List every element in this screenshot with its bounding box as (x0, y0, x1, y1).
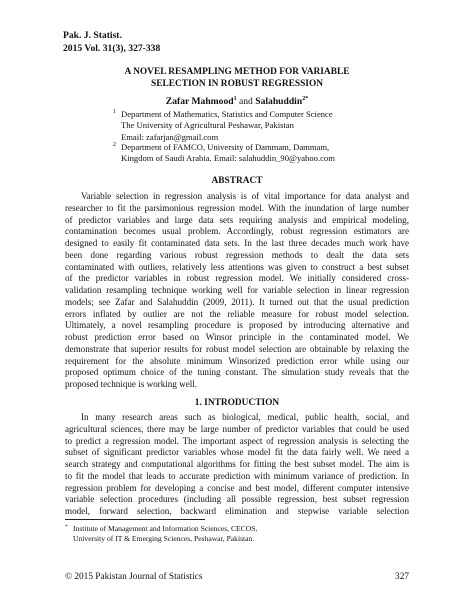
author-mark: 2* (302, 96, 309, 102)
affiliation-line: Kingdom of Saudi Arabia. Email: salahuddin_90@yahoo.com (121, 153, 335, 164)
affiliation-line: Email: zafarjan@gmail.com (121, 131, 219, 142)
abstract-line: models; see Zafar and Salahuddin (2009, 2011). It turned out that the usual prediction (65, 296, 409, 307)
introduction-line: model, forward selection, backward elimination and stepwise variable selection (65, 506, 409, 516)
abstract-line: errors inflated by outlier are not the reliable measure for robust model selection. (65, 308, 409, 319)
journal-header (63, 30, 160, 55)
introduction-line: subset of significant predictor variables whose model fit the data fairly well. We need a (65, 447, 409, 458)
introduction-line: agricultural sciences, there may be large number of predictor variables that could be used (65, 423, 409, 434)
abstract-line: of predictor variables and large data sets requiring analysis and empirical modeling, (65, 214, 409, 225)
abstract-line: requirement for the absolute minimum Winsorized prediction error while using our (65, 355, 409, 366)
affiliation-mark: 2 (113, 142, 116, 148)
copyright-text: © 2015 Pakistan Journal of Statistics (65, 572, 203, 582)
introduction-line: variable selection procedures (including all possible regression, best subset regression (65, 494, 409, 505)
affiliation-line: The University of Agricultural Peshawar, Pakistan (121, 120, 294, 131)
author-mark: 1 (233, 96, 237, 102)
journal-name: Pak. J. Statist. (63, 30, 122, 41)
affiliation-line: Department of FAMCO, University of Dammam, Dammam, (121, 142, 330, 152)
footnote (65, 524, 257, 544)
abstract-line: contamination becomes usual problem. Accordingly, robust regression estimators are (65, 226, 409, 237)
affiliation-mark: 1 (113, 109, 116, 115)
footnote-line: University of IT & Emerging Sciences, Peshawar, Pakistan. (73, 534, 255, 543)
introduction-line: to predict a regression model. The important aspect of regression analysis is selecting the (65, 435, 409, 446)
affiliation-2 (113, 142, 335, 165)
abstract-line: proposed technique is working well. (65, 379, 198, 389)
author-name: Zafar Mahmood (165, 96, 234, 108)
journal-issue: 2015 Vol. 31(3), 327-338 (63, 42, 161, 54)
introduction-body (65, 412, 409, 518)
abstract-line: proposed optimum choice of the tuning constant. The simulation study reveals that the (65, 367, 409, 378)
footnote-mark: * (65, 524, 68, 530)
abstract-line: been done regarding various robust regression methods to dealt the data sets (65, 249, 409, 260)
abstract-line: validation resampling technique working well for variable selection in linear regression (65, 285, 409, 295)
affiliation-1 (113, 109, 333, 143)
author-line (60, 96, 414, 107)
abstract-line: designed to easily fit contaminated data sets. In the last three decades much work have (65, 238, 409, 248)
introduction-line: search strategy and computational algorithms for fitting the best subset model. The aim is (65, 459, 409, 469)
abstract-body (65, 191, 409, 391)
abstract-line: demonstrate that superior results for robust model selection are obtainable by relaxing the (65, 343, 409, 354)
abstract-line: robust prediction error based on Winsor principle in the contaminated model. We (65, 332, 409, 342)
abstract-line: researcher to fit the parsimonious regression model. With the inundation of large number (65, 202, 409, 213)
introduction-line: to fit the model that leads to accurate prediction with minimum variance of prediction. In (65, 470, 409, 481)
abstract-line: Variable selection in regression analysis is of vital importance for data analyst and (81, 191, 409, 201)
page-footer (65, 572, 409, 582)
author-conjunction: and (238, 96, 253, 108)
title-line: SELECTION IN ROBUST REGRESSION (150, 79, 324, 90)
title-line: A NOVEL RESAMPLING METHOD FOR VARIABLE (124, 67, 350, 77)
introduction-heading: 1. INTRODUCTION (194, 398, 280, 408)
footnote-line: Institute of Management and Information Sciences, CECOS, (73, 524, 258, 533)
introduction-line: In many research areas such as biological, medical, public health, social, and (81, 412, 409, 422)
page-number: 327 (395, 572, 409, 582)
footnote-divider (65, 519, 205, 520)
abstract-line: of the predictor variables in robust regression model. We initially considered cross- (65, 273, 409, 284)
author-name: Salahuddin (255, 96, 303, 108)
abstract-line: contaminated with outliers, relatively less attentions was given to construct a best subset (65, 261, 409, 272)
paper-title (60, 66, 414, 91)
introduction-line: regression problem for developing a concise and best model, different computer intensive (65, 482, 409, 493)
abstract-line: Ultimately, a novel resampling procedure is proposed by introducing alternative and (65, 320, 409, 331)
affiliation-line: Department of Mathematics, Statistics and Computer Science (121, 109, 333, 119)
abstract-heading: ABSTRACT (211, 176, 263, 186)
